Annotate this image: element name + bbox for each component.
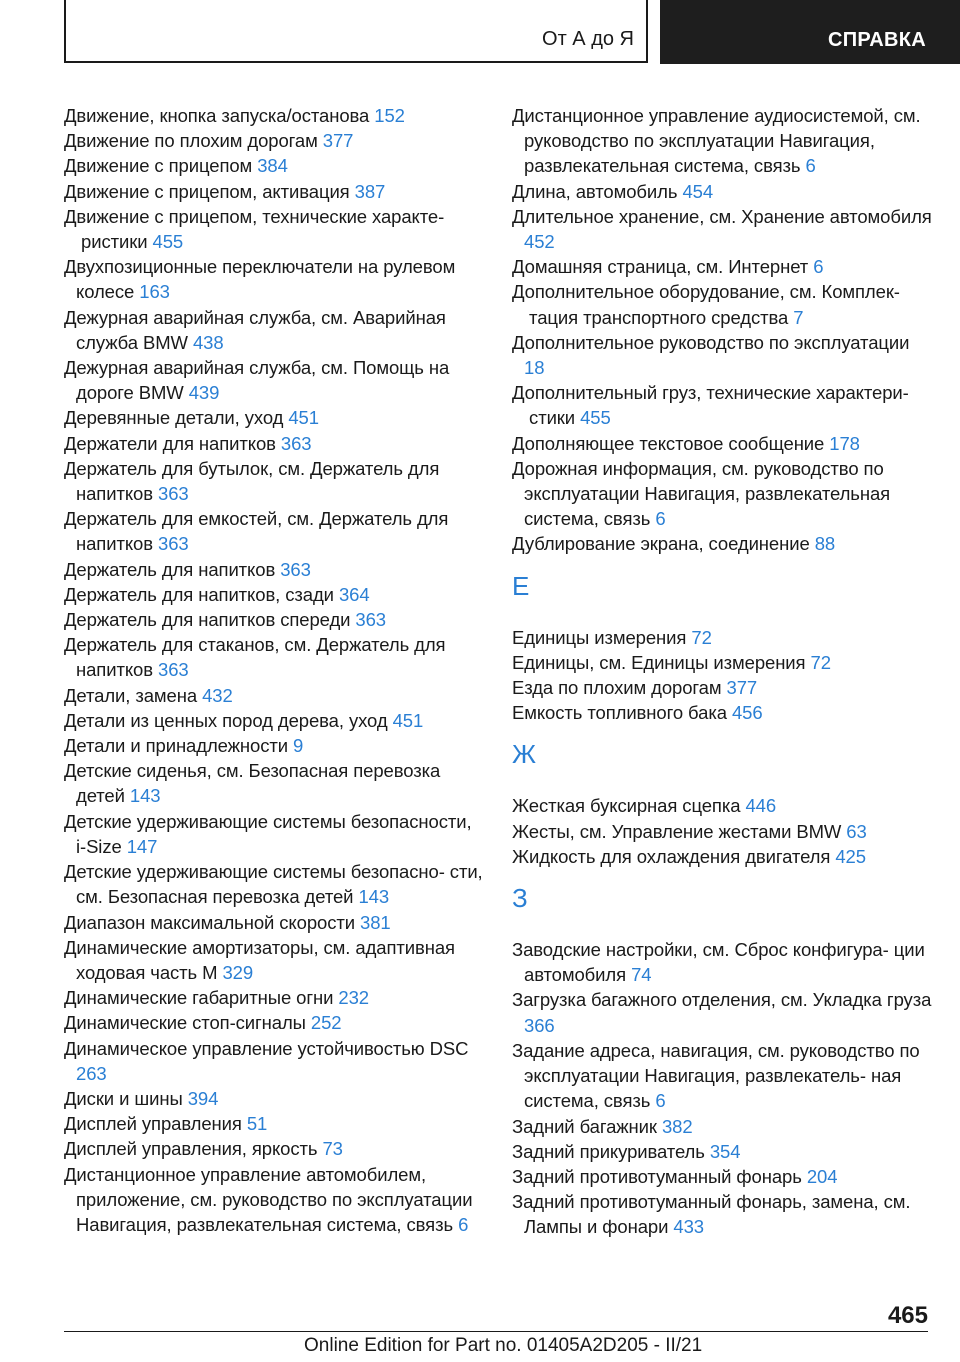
index-entry	[64, 859, 484, 909]
index-letter-heading: З	[512, 883, 528, 914]
page-reference-link[interactable]: 6	[813, 256, 824, 278]
index-entry-text: Емкость топливного бака	[512, 702, 727, 724]
index-entry	[64, 1010, 484, 1035]
page-reference-link[interactable]: 6	[458, 1213, 469, 1235]
page-reference-link[interactable]: 454	[682, 180, 714, 202]
index-entry	[64, 557, 484, 582]
page-reference-link[interactable]: 446	[745, 795, 777, 817]
page-reference-link[interactable]: 18	[524, 357, 545, 379]
page-reference-link[interactable]: 72	[810, 651, 831, 673]
index-entry-text: Движение с прицепом	[64, 155, 253, 177]
page-reference-link[interactable]: 384	[257, 155, 288, 177]
index-entry	[64, 1111, 484, 1136]
index-entry-text: Единицы, см. Единицы измерения	[512, 651, 806, 673]
page-reference-link[interactable]: 425	[835, 845, 866, 867]
index-entry	[512, 1038, 932, 1114]
index-entry	[512, 700, 932, 725]
page-reference-link[interactable]: 354	[709, 1140, 741, 1162]
page-reference-link[interactable]: 438	[192, 331, 224, 353]
index-entry-text: Движение, кнопка запуска/останова	[64, 105, 370, 126]
section-tab-label: От А до Я	[542, 28, 634, 50]
index-entry-text: Держатель для напитков	[64, 558, 276, 580]
index-entry	[512, 1189, 932, 1239]
index-entry-text: Держатели для напитков	[64, 432, 276, 454]
index-entry-text: Дополнительное оборудование, см. Комплек- тация транспортного средства	[512, 281, 900, 328]
index-entry	[512, 844, 932, 869]
index-entry-text: Динамические габаритные огни	[64, 987, 334, 1009]
index-entry-text: Жидкость для охлаждения двигателя	[512, 845, 831, 867]
index-entry	[512, 330, 932, 380]
index-entry-text: Дополнительный груз, технические характери- стики	[512, 382, 909, 429]
index-entry	[64, 204, 484, 254]
index-entry	[512, 204, 932, 254]
index-entry-text: Движение по плохим дорогам	[64, 130, 318, 152]
index-entry	[64, 1162, 484, 1238]
index-entry	[512, 625, 932, 650]
page-reference-link[interactable]: 382	[661, 1115, 693, 1137]
page-reference-link[interactable]: 432	[202, 684, 233, 706]
index-entry	[64, 935, 484, 985]
page-reference-link[interactable]: 9	[293, 735, 304, 757]
index-entry	[64, 153, 484, 178]
page-reference-link[interactable]: 377	[726, 677, 758, 699]
index-entry-text: Движение с прицепом, активация	[64, 180, 350, 202]
page-reference-link[interactable]: 394	[187, 1087, 219, 1109]
page-reference-link[interactable]: 88	[814, 533, 836, 555]
index-entry	[64, 1136, 484, 1161]
index-entry-text: Жесты, см. Управление жестами BMW	[512, 820, 842, 842]
page-reference-link[interactable]: 73	[322, 1138, 343, 1160]
index-entry-text: Диски и шины	[64, 1087, 183, 1109]
page-reference-link[interactable]: 232	[338, 987, 369, 1009]
index-entry-text: Детали из ценных пород дерева, уход	[64, 709, 388, 731]
page-reference-link[interactable]: 381	[360, 911, 391, 933]
section-tab[interactable]	[64, 0, 648, 63]
page-header	[0, 0, 960, 66]
index-entry	[512, 1139, 932, 1164]
index-entry-text: Дисплей управления	[64, 1113, 242, 1135]
index-entry	[64, 708, 484, 733]
index-entry-text: Задний противотуманный фонарь	[512, 1165, 802, 1187]
index-entry	[512, 675, 932, 700]
page-reference-link[interactable]: 178	[829, 432, 860, 454]
page-reference-link[interactable]: 451	[288, 407, 319, 429]
index-entry-text: Единицы измерения	[512, 626, 687, 648]
index-entry-text: Дополняющее текстовое сообщение	[512, 432, 825, 454]
index-entry	[64, 305, 484, 355]
index-entry-text: Держатель для емкостей, см. Держатель для напитков	[64, 508, 449, 555]
index-entry-text: Задание адреса, навигация, см. руководство по эксплуатации Навигация, развлекатель- ная система, связь	[512, 1039, 920, 1112]
index-entry-text: Двухпозиционные переключатели на рулевом колесе	[64, 256, 456, 303]
index-entry-text: Загрузка багажного отделения, см. Укладка груза	[512, 989, 932, 1011]
page-reference-link[interactable]: 63	[846, 820, 867, 842]
index-entry	[64, 1086, 484, 1111]
index-entry	[512, 819, 932, 844]
index-entry	[64, 758, 484, 808]
index-entry-text: Домашняя страница, см. Интернет	[512, 256, 809, 278]
index-entry	[512, 987, 932, 1037]
index-entry-text: Дежурная аварийная служба, см. Аварийная служба BMW	[64, 306, 446, 353]
index-entry	[64, 683, 484, 708]
page-reference-link[interactable]: 363	[158, 533, 189, 555]
page-reference-link[interactable]: 204	[806, 1165, 838, 1187]
index-column-right	[512, 103, 932, 1240]
index-entry-text: Дорожная информация, см. руководство по эксплуатации Навигация, развлекательная система, связь	[512, 457, 891, 530]
page-reference-link[interactable]: 451	[392, 709, 424, 731]
index-entry	[64, 103, 484, 128]
index-entry	[64, 607, 484, 632]
page-reference-link[interactable]: 455	[152, 231, 184, 253]
page-reference-link[interactable]: 455	[580, 407, 611, 429]
index-letter-heading: Ж	[512, 739, 537, 770]
edition-note: Online Edition for Part no. 01405A2D205 - II/21	[304, 1335, 703, 1356]
index-entry	[64, 582, 484, 607]
index-entry	[512, 650, 932, 675]
index-entry-text: Заводские настройки, см. Сброс конфигура- ции автомобиля	[512, 939, 925, 986]
index-entry-text: Держатель для напитков, сзади	[64, 583, 334, 605]
index-entry	[512, 793, 932, 818]
index-entry	[512, 1164, 932, 1189]
index-entry-text: Детские удерживающие системы безопасности, i-Size	[64, 810, 472, 857]
index-entry-text: Деревянные детали, уход	[64, 407, 284, 429]
page-reference-link[interactable]: 363	[280, 558, 311, 580]
page-reference-link[interactable]: 143	[358, 886, 390, 908]
index-entry	[64, 910, 484, 935]
page-reference-link[interactable]: 433	[673, 1216, 704, 1238]
page-reference-link[interactable]: 366	[524, 1014, 555, 1036]
index-entry	[64, 431, 484, 456]
page-reference-link[interactable]: 6	[805, 155, 816, 177]
index-entry-text: Держатель для бутылок, см. Держатель для напитков	[64, 457, 440, 505]
index-entry-text: Дистанционное управление автомобилем, приложение, см. руководство по эксплуатации Навигация, развлекательная система, связь	[64, 1163, 473, 1235]
index-entry	[512, 431, 932, 456]
page-reference-link[interactable]: 452	[524, 231, 555, 253]
index-entry	[512, 380, 932, 430]
index-entry-text: Динамические стоп-сигналы	[64, 1012, 306, 1034]
index-entry-text: Задний противотуманный фонарь, замена, см. Лампы и фонари	[512, 1191, 911, 1238]
index-entry-text: Динамические амортизаторы, см. адаптивная ходовая часть M	[64, 936, 455, 983]
index-entry-text: Дистанционное управление аудиосистемой, см. руководство по эксплуатации Навигация, развлекательная система, связь	[512, 105, 921, 177]
index-entry-text: Длина, автомобиль	[512, 180, 678, 202]
index-entry	[512, 103, 932, 179]
page-reference-link[interactable]: 377	[322, 130, 354, 152]
index-entry	[512, 254, 932, 279]
page-reference-link[interactable]: 439	[188, 382, 220, 404]
index-entry	[512, 531, 932, 556]
index-entry	[64, 405, 484, 430]
index-entry	[512, 279, 932, 329]
index-entry-text: Жесткая буксирная сцепка	[512, 795, 741, 817]
index-entry-text: Детские сиденья, см. Безопасная перевозка детей	[64, 760, 441, 807]
index-entry	[512, 1114, 932, 1139]
page-reference-link[interactable]: 363	[355, 609, 386, 631]
page-number: 465	[887, 1302, 928, 1329]
index-entry-text: Дополнительное руководство по эксплуатации	[512, 331, 910, 353]
page-reference-link[interactable]: 363	[280, 432, 312, 454]
index-entry	[64, 179, 484, 204]
page-reference-link[interactable]: 152	[374, 105, 405, 126]
index-entry	[64, 1036, 484, 1086]
index-entry-text: Дежурная аварийная служба, см. Помощь на дороге BMW	[64, 357, 450, 404]
index-entry-text: Детали, замена	[64, 684, 198, 706]
page-reference-link[interactable]: 7	[793, 306, 804, 328]
page-reference-link[interactable]: 329	[222, 961, 254, 983]
index-entry-text: Детские удерживающие системы безопасно- сти, см. Безопасная перевозка детей	[64, 861, 483, 908]
page-reference-link[interactable]: 143	[129, 785, 161, 807]
index-entry-text: Держатель для напитков спереди	[64, 609, 351, 631]
index-entry	[512, 456, 932, 532]
index-entry-text: Дублирование экрана, соединение	[512, 533, 810, 555]
index-entry-text: Диапазон максимальной скорости	[64, 911, 355, 933]
index-entry	[512, 179, 932, 204]
chapter-tab-label: СПРАВКА	[827, 29, 926, 51]
index-entry-text: Детали и принадлежности	[64, 735, 288, 757]
index-entry	[512, 937, 932, 987]
index-entry	[64, 456, 484, 506]
page-reference-link[interactable]: 387	[354, 180, 386, 202]
index-entry	[64, 632, 484, 682]
index-entry-text: Дисплей управления, яркость	[64, 1138, 318, 1160]
index-entry	[64, 128, 484, 153]
index-entry	[64, 254, 484, 304]
index-entry	[64, 809, 484, 859]
index-letter-heading: Е	[512, 570, 530, 601]
footer-divider	[64, 1331, 928, 1332]
index-entry-text: Езда по плохим дорогам	[512, 677, 722, 699]
page-reference-link[interactable]: 456	[731, 702, 763, 724]
chapter-tab[interactable]	[660, 0, 960, 64]
index-column-left	[64, 103, 484, 1237]
index-entry	[64, 355, 484, 405]
page-reference-link[interactable]: 364	[338, 583, 370, 605]
page-reference-link[interactable]: 72	[691, 626, 712, 648]
page-reference-link[interactable]: 363	[158, 659, 189, 681]
page-reference-link[interactable]: 147	[126, 835, 158, 857]
index-entry-text: Движение с прицепом, технические характе- ристики	[64, 205, 445, 253]
index-entry	[64, 985, 484, 1010]
page-reference-link[interactable]: 6	[655, 1090, 666, 1112]
page-reference-link[interactable]: 74	[631, 964, 652, 986]
page-reference-link[interactable]: 6	[655, 508, 666, 530]
index-entry	[64, 506, 484, 556]
page-reference-link[interactable]: 163	[139, 281, 170, 303]
index-entry-text: Задний багажник	[512, 1115, 657, 1137]
page-reference-link[interactable]: 263	[76, 1062, 107, 1084]
page-reference-link[interactable]: 51	[246, 1113, 268, 1135]
index-entry	[64, 733, 484, 758]
page-reference-link[interactable]: 252	[310, 1012, 342, 1034]
page-reference-link[interactable]: 363	[158, 483, 189, 505]
index-entry-text: Длительное хранение, см. Хранение автомобиля	[512, 205, 932, 227]
index-entry-text: Динамическое управление устойчивостью DSC	[64, 1037, 469, 1059]
index-entry-text: Держатель для стаканов, см. Держатель для напитков	[64, 634, 446, 681]
index-entry-text: Задний прикуриватель	[512, 1140, 705, 1162]
